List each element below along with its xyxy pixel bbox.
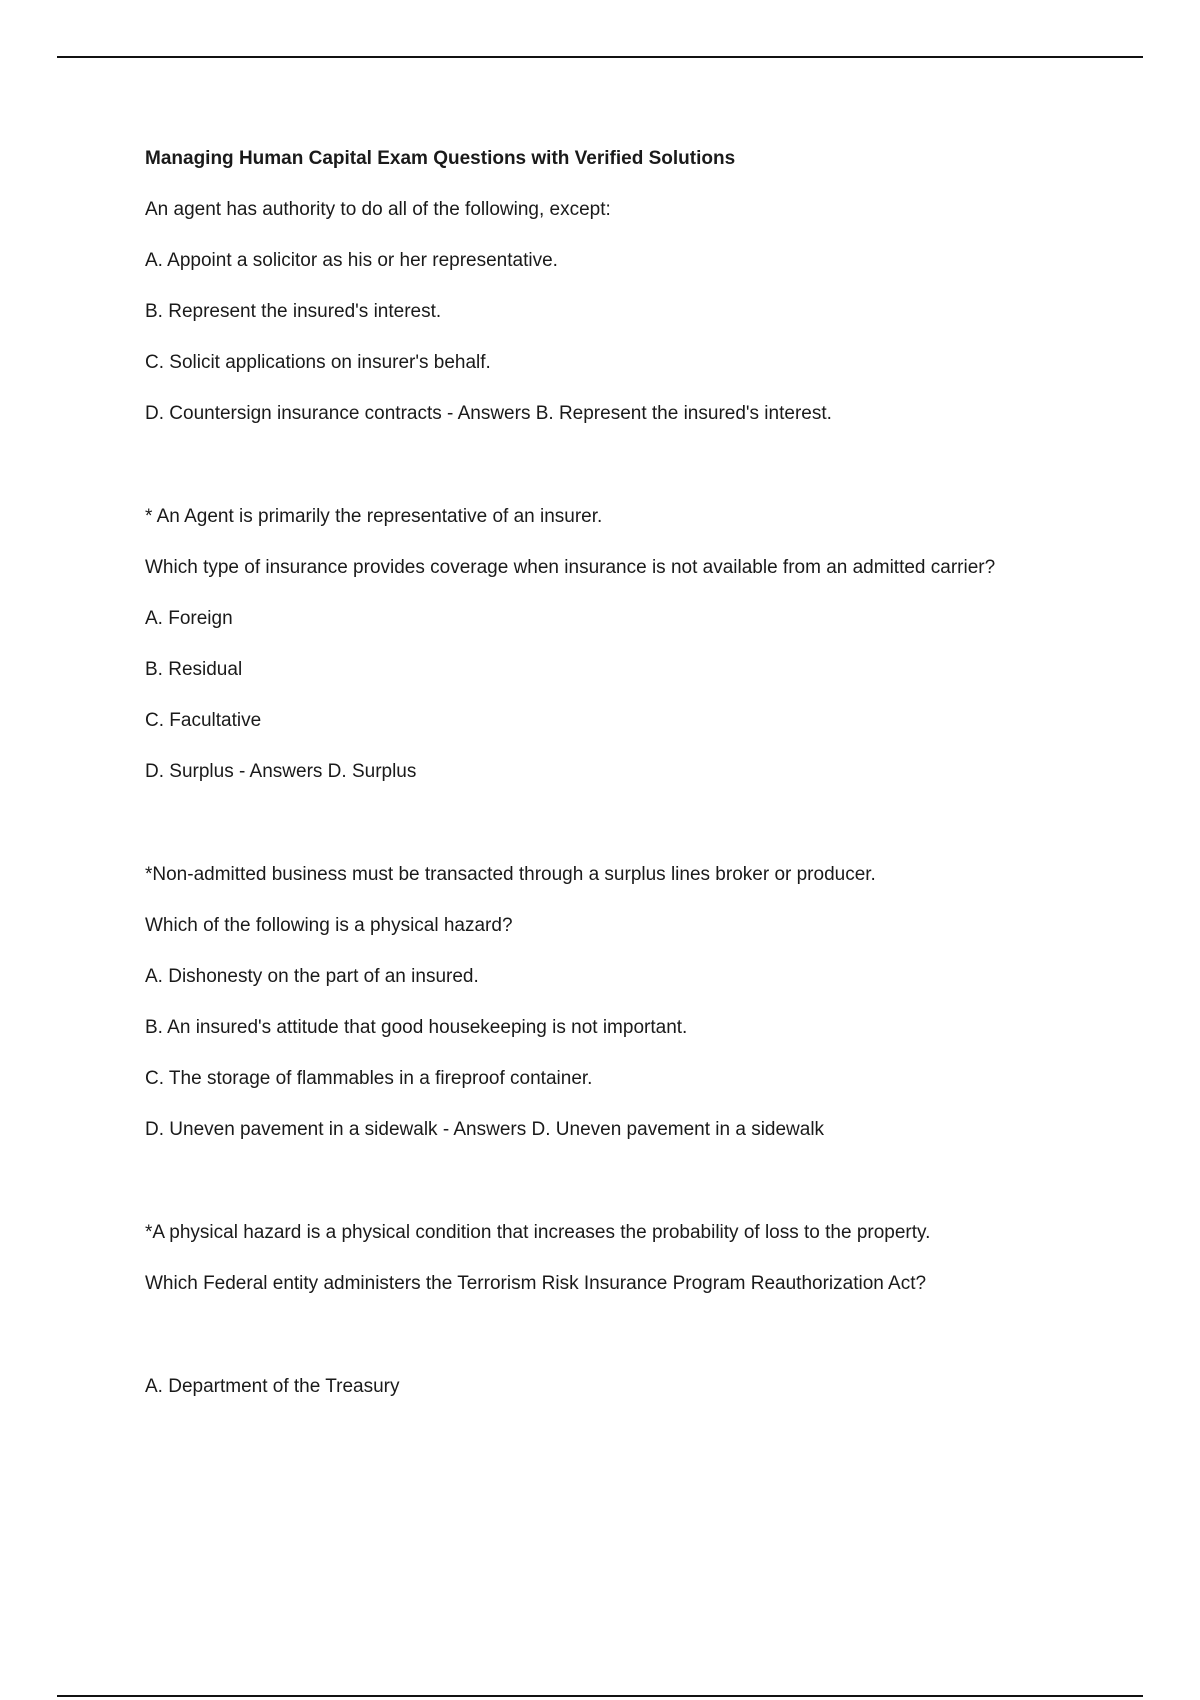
question-2-stem: Which type of insurance provides coverage when insurance is not available from an admitted carrier? xyxy=(145,557,996,578)
question-1-option-b: B. Represent the insured's interest. xyxy=(145,301,442,322)
question-4-option-a: A. Department of the Treasury xyxy=(145,1376,400,1397)
question-3-explanation: *A physical hazard is a physical condition that increases the probability of loss to the property. xyxy=(145,1222,931,1243)
footer-rule xyxy=(57,1695,1143,1697)
question-3-stem: Which of the following is a physical hazard? xyxy=(145,915,513,936)
question-2-option-c: C. Facultative xyxy=(145,710,262,731)
question-2-option-b: B. Residual xyxy=(145,659,243,680)
question-1-option-a: A. Appoint a solicitor as his or her representative. xyxy=(145,250,558,271)
question-2-explanation: *Non-admitted business must be transacted through a surplus lines broker or producer. xyxy=(145,864,876,885)
document-body xyxy=(145,144,1145,1402)
question-4-stem: Which Federal entity administers the Terrorism Risk Insurance Program Reauthorization Act? xyxy=(145,1273,927,1294)
question-1-stem: An agent has authority to do all of the following, except: xyxy=(145,199,611,220)
header-rule xyxy=(57,56,1143,58)
question-3-option-c: C. The storage of flammables in a fireproof container. xyxy=(145,1068,593,1089)
question-1-explanation: * An Agent is primarily the representative of an insurer. xyxy=(145,506,603,527)
document-title: Managing Human Capital Exam Questions with Verified Solutions xyxy=(145,148,736,169)
question-3-option-a: A. Dishonesty on the part of an insured. xyxy=(145,966,479,987)
question-1-option-c: C. Solicit applications on insurer's behalf. xyxy=(145,352,491,373)
question-3-option-d-answer: D. Uneven pavement in a sidewalk - Answers D. Uneven pavement in a sidewalk xyxy=(145,1119,825,1140)
question-3-option-b: B. An insured's attitude that good housekeeping is not important. xyxy=(145,1017,688,1038)
question-1-option-d-answer: D. Countersign insurance contracts - Answers B. Represent the insured's interest. xyxy=(145,403,832,424)
question-2-option-a: A. Foreign xyxy=(145,608,233,629)
question-2-option-d-answer: D. Surplus - Answers D. Surplus xyxy=(145,761,417,782)
